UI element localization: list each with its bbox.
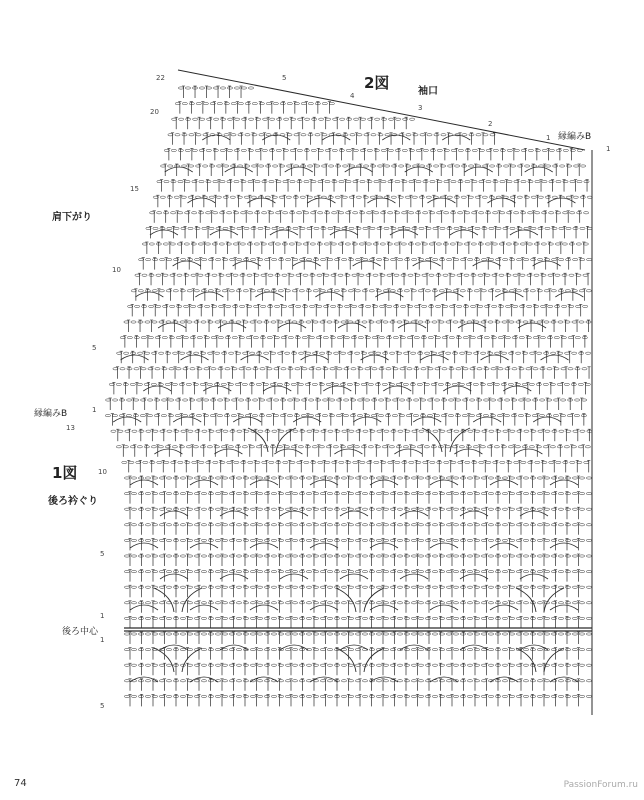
edge-b-label-left: 縁編みB (34, 409, 68, 419)
figure-2-label: 2図 (364, 74, 390, 92)
shoulder-slope-label: 肩下がり (52, 212, 92, 223)
row-number: 2 (488, 120, 493, 128)
row-number: 5 (100, 702, 105, 710)
row-number: 10 (112, 266, 121, 274)
row-number: 5 (282, 74, 287, 82)
stitch-grid (105, 86, 592, 706)
figure-1-label: 1図 (52, 464, 78, 482)
back-center-label: 後ろ中心 (62, 627, 99, 637)
row-number: 1 (100, 612, 105, 620)
row-number: 13 (66, 424, 75, 432)
watermark: PassionForum.ru (563, 780, 638, 790)
row-number: 10 (98, 468, 107, 476)
row-number: 5 (92, 344, 97, 352)
row-number: 4 (350, 92, 355, 100)
page-number: 74 (14, 778, 27, 789)
row-number: 1 (546, 134, 551, 142)
row-number: 22 (156, 74, 165, 82)
row-number: 1 (92, 406, 97, 414)
row-number: 1 (606, 145, 611, 153)
row-number: 20 (150, 108, 159, 116)
row-number: 15 (130, 185, 139, 193)
row-number: 5 (100, 550, 105, 558)
row-number: 1 (100, 636, 105, 644)
row-number: 3 (418, 104, 423, 112)
edge-b-label-top: 縁編みB (558, 132, 592, 142)
back-neckline-label: 後ろ衿ぐり (48, 496, 98, 507)
cuff-label: 袖口 (418, 86, 438, 97)
